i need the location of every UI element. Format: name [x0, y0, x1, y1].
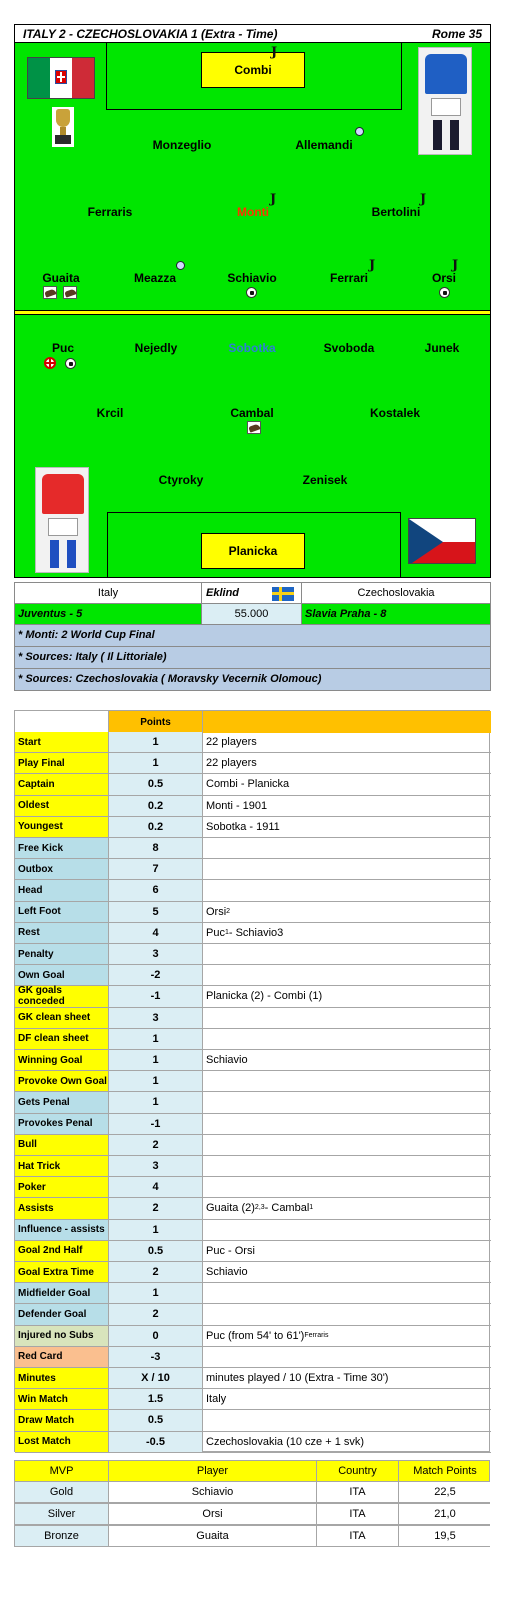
rule-points: X / 10 [109, 1368, 203, 1388]
mvp-header-row [14, 1460, 490, 1482]
rule-points: 1 [109, 1220, 203, 1240]
rule-points: -3 [109, 1347, 203, 1367]
player-ferraris: Ferraris [87, 205, 133, 219]
mvp-player: Guaita [109, 1526, 317, 1546]
rule-note [203, 1410, 491, 1430]
player-puc: Puc [51, 341, 75, 355]
rule-points: -1 [109, 986, 203, 1006]
rule-points: 0.2 [109, 817, 203, 837]
rule-note [203, 1029, 491, 1049]
note-text: Puc - Orsi [206, 1244, 255, 1257]
rule-points: 0.5 [109, 1241, 203, 1261]
points-table-row [15, 1241, 491, 1262]
rule-note [203, 796, 491, 816]
note-monti: * Monti: 2 World Cup Final [18, 629, 155, 641]
rule-note [203, 1241, 491, 1261]
boot-icon [247, 421, 261, 434]
rule-label: Bull [15, 1135, 109, 1155]
red-cross-icon [44, 357, 56, 369]
mvp-player: Schiavio [109, 1482, 317, 1502]
mvp-country: ITA [317, 1482, 399, 1502]
points-table-row [15, 1368, 491, 1389]
ball-icon [246, 287, 257, 298]
note-text: - Cambal [264, 1202, 310, 1215]
player-sobotka: Sobotka [228, 341, 276, 355]
points-table-row [15, 1220, 491, 1241]
mvp-header: MVP [15, 1461, 109, 1481]
points-table-row [15, 1410, 491, 1431]
note-row [14, 624, 491, 647]
note-text: 22 players [206, 757, 257, 770]
rule-note [203, 986, 491, 1006]
rule-label: Goal 2nd Half [15, 1241, 109, 1261]
points-table-row [15, 1050, 491, 1071]
points-table-row [15, 1156, 491, 1177]
rule-points: 2 [109, 1304, 203, 1324]
note-text: minutes played / 10 (Extra - Time 30') [206, 1372, 389, 1385]
note-text: Combi - Planicka [206, 778, 290, 791]
player-orsi: Orsi [431, 271, 457, 285]
country-header: Country [317, 1461, 399, 1481]
rule-label: Draw Match [15, 1410, 109, 1430]
note-text: Puc [206, 926, 225, 939]
rule-points: 1 [109, 1071, 203, 1091]
rule-points: 1 [109, 1283, 203, 1303]
mvp-row [14, 1525, 490, 1547]
sweden-flag-icon [272, 587, 294, 601]
captain-badge-icon [176, 261, 185, 270]
mvp-rank: Gold [15, 1482, 109, 1502]
rule-label: GK clean sheet [15, 1008, 109, 1028]
points-table-header [15, 711, 491, 732]
rule-label: Gets Penal [15, 1092, 109, 1112]
rule-note [203, 838, 491, 858]
rule-note: Puc 1 - Schiavio3 [206, 926, 284, 939]
match-header [14, 24, 491, 43]
note-source-czech: * Sources: Czechoslovakia ( Moravsky Vecernik Olomouc) [18, 673, 322, 685]
mvp-player: Orsi [109, 1504, 317, 1524]
rule-points: 4 [109, 1177, 203, 1197]
rule-note [203, 1050, 491, 1070]
points-table-row [15, 1029, 491, 1050]
rule-points: 1 [109, 732, 203, 752]
player-meazza: Meazza [133, 271, 177, 285]
rule-points: 3 [109, 1008, 203, 1028]
czech-flag-icon [408, 518, 476, 564]
points-table-row [15, 1135, 491, 1156]
rule-points: 1.5 [109, 1389, 203, 1409]
rule-label: Head [15, 880, 109, 900]
points-table-row [15, 1114, 491, 1135]
player-bertolini: Bertolini [371, 205, 421, 219]
juventus-logo-icon: J [271, 45, 278, 60]
note-text: Italy [206, 1393, 227, 1406]
points-table-row [15, 1283, 491, 1304]
juventus-logo-icon: J [420, 192, 427, 207]
rule-points: 3 [109, 944, 203, 964]
home-club: Juventus - 5 [18, 608, 83, 620]
points-table-row [15, 1262, 491, 1283]
rule-label: Lost Match [15, 1432, 109, 1452]
points-table-row [15, 986, 491, 1007]
player-schiavio: Schiavio [227, 271, 277, 285]
points-table-row [15, 1304, 491, 1325]
home-club-cell [15, 604, 202, 624]
rule-note [203, 732, 491, 752]
italy-goalkeeper-name: Combi [234, 63, 272, 77]
points-table-row [15, 753, 491, 774]
czech-kit-icon [35, 467, 89, 573]
captain-badge-icon [355, 127, 364, 136]
ball-icon [439, 287, 450, 298]
rule-points: 1 [109, 1029, 203, 1049]
points-table-row [15, 796, 491, 817]
player-ctyroky: Ctyroky [158, 473, 204, 487]
player-guaita: Guaita [42, 271, 80, 285]
points-table-row [15, 1432, 491, 1453]
rule-points: 0.5 [109, 1410, 203, 1430]
clubs-row [14, 603, 491, 625]
czech-goalkeeper-box [201, 533, 305, 569]
rule-label: Midfielder Goal [15, 1283, 109, 1303]
rule-note [203, 1347, 491, 1367]
mvp-row [14, 1481, 490, 1503]
points-table-row [15, 1008, 491, 1029]
away-club: Slavia Praha - 8 [305, 608, 387, 620]
player-junek: Junek [424, 341, 460, 355]
player-nejedly: Nejedly [134, 341, 178, 355]
rule-label: Oldest [15, 796, 109, 816]
note-text: Schiavio [206, 1054, 248, 1067]
halfway-line [15, 314, 491, 315]
rule-label: Own Goal [15, 965, 109, 985]
points-table-row [15, 838, 491, 859]
trophy-icon [52, 107, 74, 147]
ball-icon [65, 358, 76, 369]
juventus-logo-icon: J [270, 192, 277, 207]
mvp-country: ITA [317, 1526, 399, 1546]
rule-label: Outbox [15, 859, 109, 879]
rule-label: Defender Goal [15, 1304, 109, 1324]
attendance-cell [202, 604, 302, 624]
note-text: Monti - 1901 [206, 799, 268, 812]
points-table-row [15, 965, 491, 986]
referee-name: Eklind [206, 587, 240, 599]
match-title: ITALY 2 - CZECHOSLOVAKIA 1 (Extra - Time) [23, 27, 278, 41]
rule-label: Youngest [15, 817, 109, 837]
rule-note [203, 1283, 491, 1303]
attendance: 55.000 [234, 608, 269, 620]
rule-note [203, 1156, 491, 1176]
rule-note [203, 1368, 491, 1388]
points-table-row [15, 880, 491, 901]
rule-label: Winning Goal [15, 1050, 109, 1070]
points-table-row [15, 923, 491, 944]
points-table-row [15, 1198, 491, 1219]
czech-goalkeeper-name: Planicka [228, 544, 278, 558]
note-text: Orsi [206, 905, 227, 918]
player-monti: Monti [237, 205, 269, 219]
rule-note [203, 1114, 491, 1134]
rule-label: Provoke Own Goal [15, 1071, 109, 1091]
rule-points: -0.5 [109, 1432, 203, 1452]
rule-points: 6 [109, 880, 203, 900]
rule-label: Hat Trick [15, 1156, 109, 1176]
rule-note [203, 817, 491, 837]
rule-note [203, 1177, 491, 1197]
rule-points: -2 [109, 965, 203, 985]
rule-note [203, 753, 491, 773]
points-table-row [15, 944, 491, 965]
rule-label: Penalty [15, 944, 109, 964]
match-venue: Rome 35 [431, 27, 482, 41]
rule-label: Start [15, 732, 109, 752]
rule-note [203, 1008, 491, 1028]
mvp-match-points: 22,5 [399, 1482, 491, 1502]
italy-goalkeeper-box [201, 52, 305, 88]
away-team-cell [302, 583, 490, 603]
player-krcil: Krcil [96, 406, 124, 420]
rule-label: Rest [15, 923, 109, 943]
mvp-row [14, 1503, 490, 1525]
points-table-row [15, 1177, 491, 1198]
rule-points: 1 [109, 753, 203, 773]
rule-label: Play Final [15, 753, 109, 773]
mvp-match-points: 21,0 [399, 1504, 491, 1524]
czech-flag-triangle [409, 519, 476, 564]
rule-note [203, 1389, 491, 1409]
rule-note [203, 880, 491, 900]
rule-points: 2 [109, 1262, 203, 1282]
mvp-rank: Bronze [15, 1526, 109, 1546]
rule-points: 8 [109, 838, 203, 858]
player-zenisek: Zenisek [302, 473, 348, 487]
points-table-row [15, 774, 491, 795]
rule-points: 1 [109, 1092, 203, 1112]
boot-icon [43, 286, 57, 299]
rule-label: DF clean sheet [15, 1029, 109, 1049]
juventus-logo-icon: J [369, 258, 376, 273]
note-source-italy: * Sources: Italy ( Il Littoriale) [18, 651, 167, 663]
points-table [14, 710, 490, 1452]
rule-note [203, 1304, 491, 1324]
rule-points: 7 [109, 859, 203, 879]
rule-note [203, 774, 491, 794]
match-points-header: Match Points [413, 1465, 477, 1477]
note-row [14, 668, 491, 691]
home-team: Italy [97, 587, 119, 599]
rule-label: Influence - assists [15, 1220, 109, 1240]
rule-note [203, 1071, 491, 1091]
rule-note: Orsi 2 [206, 905, 231, 918]
note-text: Planicka (2) - Combi (1) [206, 990, 323, 1003]
player-header: Player [109, 1461, 317, 1481]
rule-note: Guaita (2) 2,3 - Cambal 1 [206, 1202, 314, 1215]
note-text: Puc (from 54' to 61') [206, 1329, 305, 1342]
note-text: Guaita (2) [206, 1202, 255, 1215]
points-table-row [15, 1389, 491, 1410]
player-monzeglio: Monzeglio [152, 138, 212, 152]
rule-points: 3 [109, 1156, 203, 1176]
mvp-rank: Silver [15, 1504, 109, 1524]
rule-label: Minutes [15, 1368, 109, 1388]
rule-label: Injured no Subs [15, 1326, 109, 1346]
mvp-country: ITA [317, 1504, 399, 1524]
rule-points: 1 [109, 1050, 203, 1070]
rule-points: 0 [109, 1326, 203, 1346]
points-table-row [15, 817, 491, 838]
note-text: Schiavio [206, 1266, 248, 1279]
rule-label: Red Card [15, 1347, 109, 1367]
points-table-row [15, 1071, 491, 1092]
points-header: Points [109, 711, 203, 733]
away-club-cell [302, 604, 490, 624]
rule-label: Poker [15, 1177, 109, 1197]
player-svoboda: Svoboda [323, 341, 375, 355]
player-kostalek: Kostalek [369, 406, 421, 420]
note-row [14, 646, 491, 669]
player-cambal: Cambal [230, 406, 274, 420]
rule-points: 2 [109, 1135, 203, 1155]
player-allemandi: Allemandi [295, 138, 353, 152]
rule-note [203, 859, 491, 879]
rule-note [203, 1432, 491, 1452]
rule-points: 2 [109, 1198, 203, 1218]
note-text: 22 players [206, 736, 257, 749]
points-table-row [15, 1347, 491, 1368]
juventus-logo-icon: J [452, 258, 459, 273]
points-table-row [15, 902, 491, 923]
italy-kit-icon [418, 47, 472, 155]
note-text: Czechoslovakia (10 cze + 1 svk) [206, 1435, 365, 1448]
home-team-cell [15, 583, 202, 603]
points-table-row [15, 1326, 491, 1347]
rule-label: Goal Extra Time [15, 1262, 109, 1282]
rule-note [203, 1135, 491, 1155]
note-text: Sobotka - 1911 [206, 820, 280, 833]
italy-flag-icon [27, 57, 95, 99]
teams-row [14, 582, 491, 604]
rule-label: Win Match [15, 1389, 109, 1409]
rule-note [203, 965, 491, 985]
rule-label: Captain [15, 774, 109, 794]
rule-note [203, 1092, 491, 1112]
rule-points: 0.2 [109, 796, 203, 816]
rule-label: GK goals conceded [15, 986, 109, 1006]
points-table-row [15, 859, 491, 880]
rule-points: 0.5 [109, 774, 203, 794]
mvp-match-points: 19,5 [399, 1526, 491, 1546]
rule-note [203, 1262, 491, 1282]
rule-label: Assists [15, 1198, 109, 1218]
rule-label: Provokes Penal [15, 1114, 109, 1134]
referee-cell [202, 583, 302, 603]
note-text: - Schiavio3 [228, 926, 284, 939]
rule-label: Left Foot [15, 902, 109, 922]
rule-note [203, 1220, 491, 1240]
rule-note: Puc (from 54' to 61') Ferraris [206, 1329, 329, 1342]
boot-icon [63, 286, 77, 299]
rule-points: 5 [109, 902, 203, 922]
rule-note [203, 944, 491, 964]
rule-points: -1 [109, 1114, 203, 1134]
points-table-row [15, 732, 491, 753]
rule-points: 4 [109, 923, 203, 943]
pitch [14, 42, 491, 578]
points-table-row [15, 1092, 491, 1113]
rule-label: Free Kick [15, 838, 109, 858]
away-team: Czechoslovakia [357, 587, 435, 599]
player-ferrari: Ferrari [329, 271, 369, 285]
